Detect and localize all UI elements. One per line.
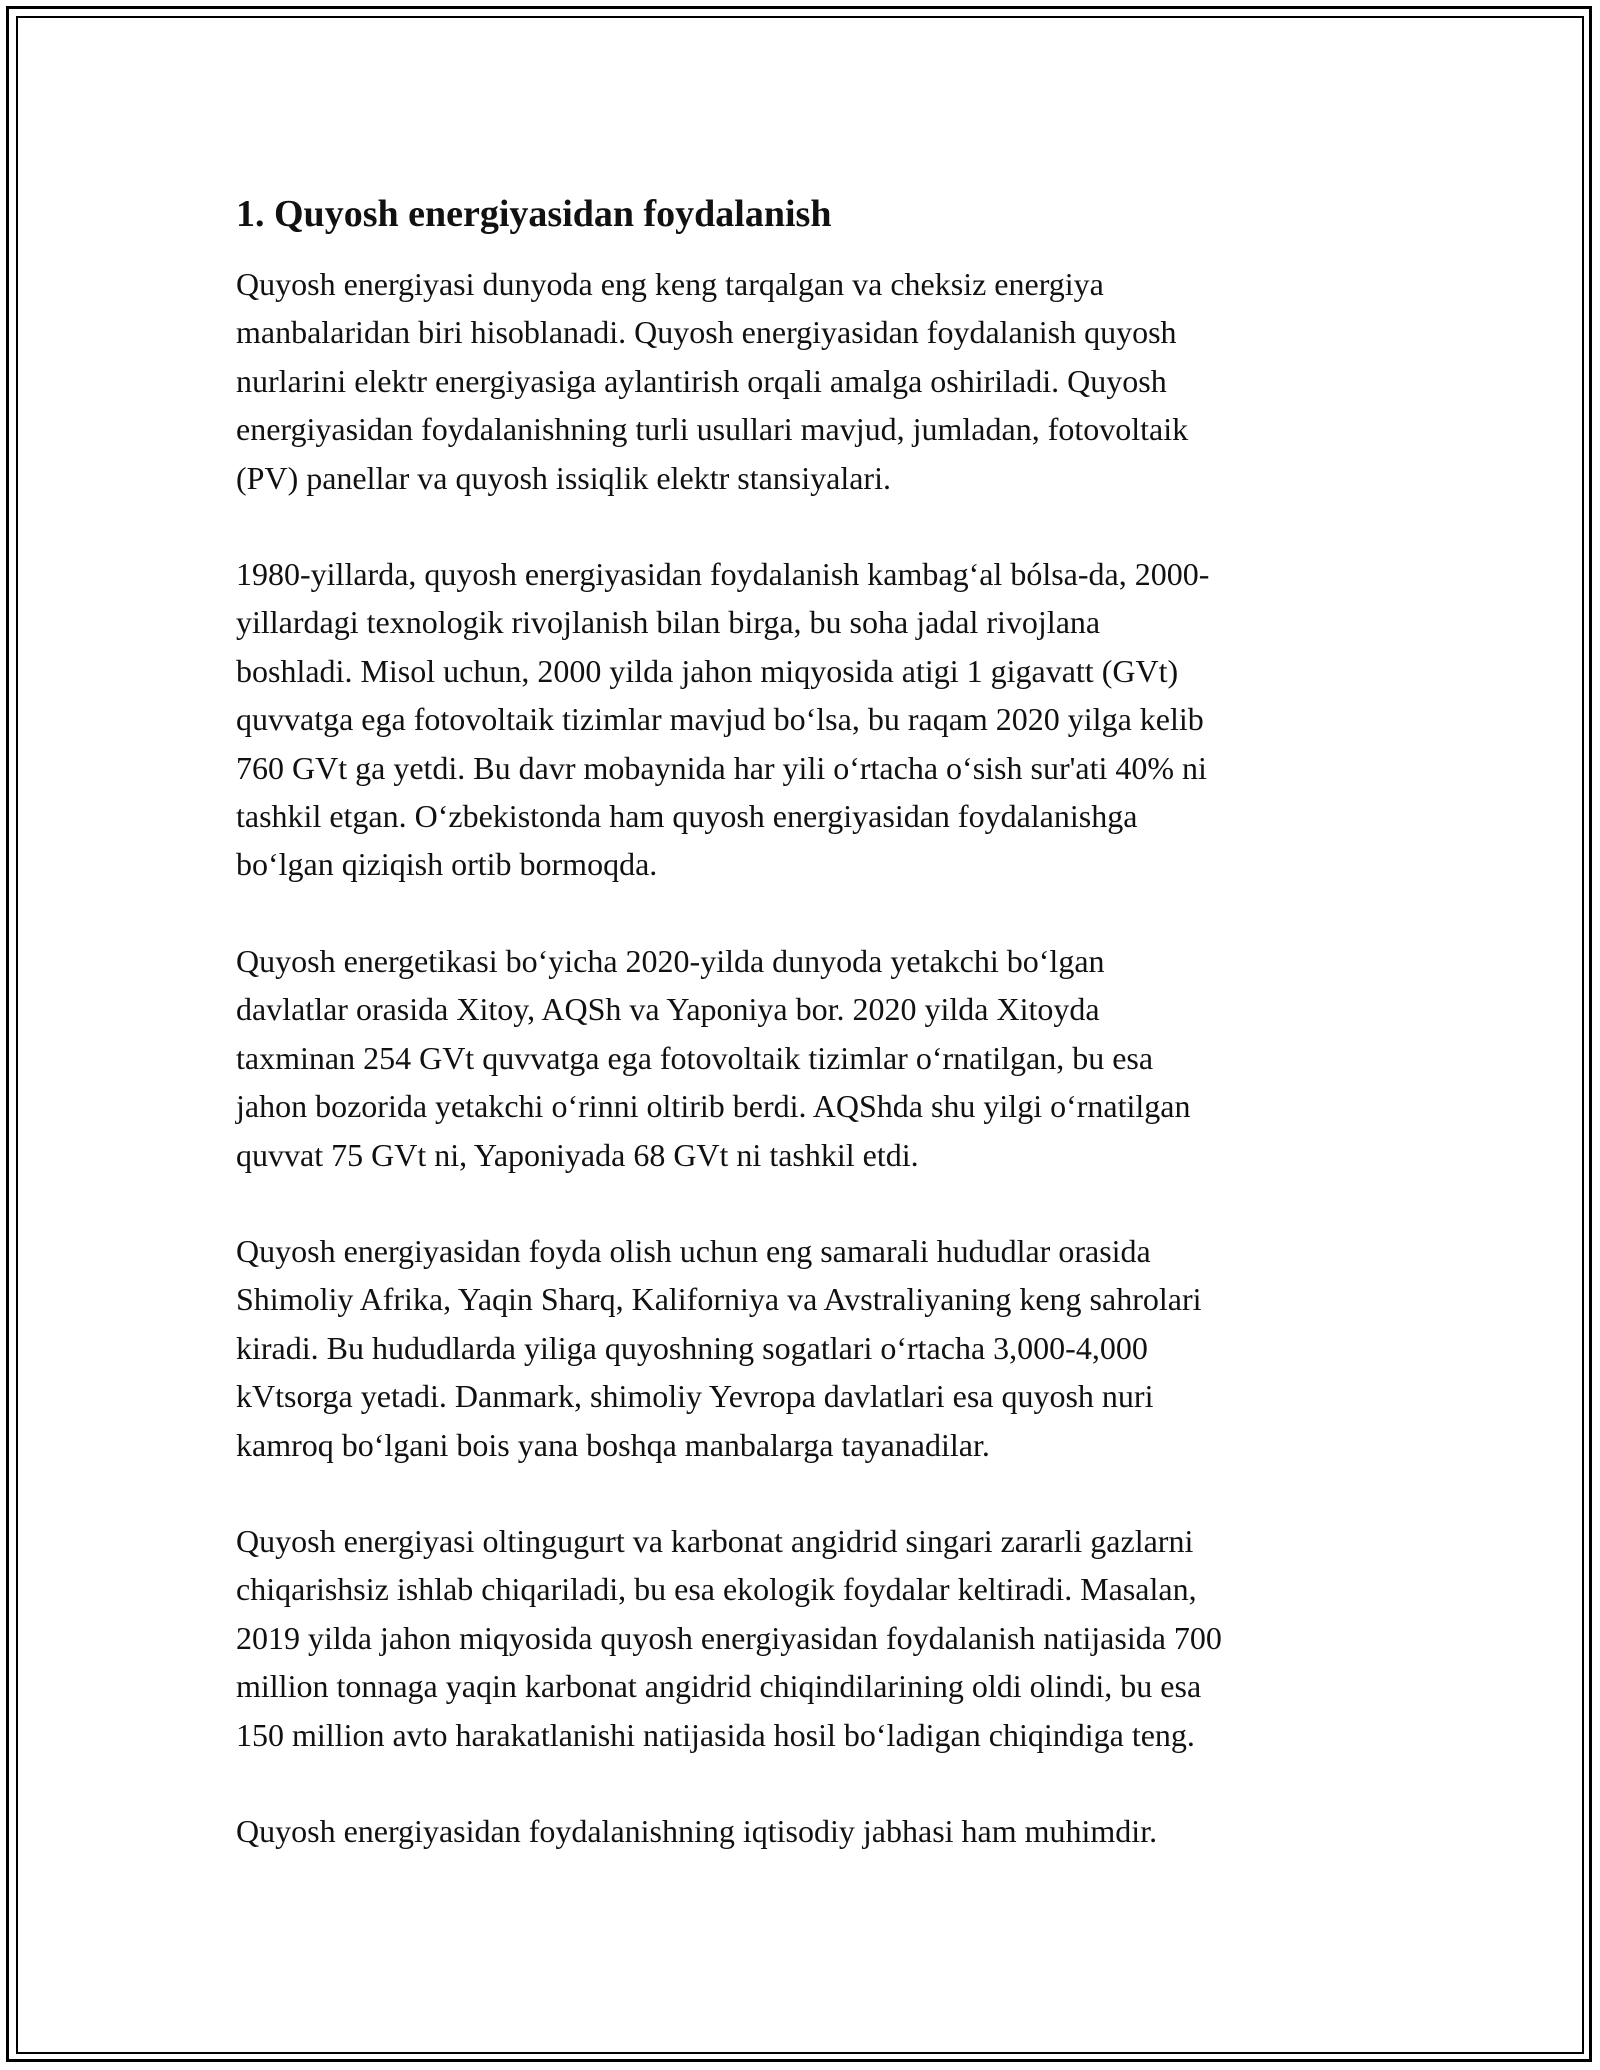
paragraph-history: 1980-yillarda, quyosh energiyasidan foydalanish kambag‘al bólsa-da, 2000- yillardagi texnologik rivojlanish bilan birga, bu soha jadal rivojlana boshladi. Misol uchun, 2000 yilda jahon miqyosida atigi 1 gigavatt (GVt) quvvatga ega fotovoltaik tizimlar mavjud bo‘lsa, bu raqam 2020 yilga kelib 760 GVt ga yetdi. Bu davr mobaynida har yili o‘rtacha o‘sish sur'ati 40% ni tashkil etgan. O‘zbekistonda ham quyosh energiyasidan foydalanishga bo‘lgan qiziqish ortib bormoqda. <box>236 556 1210 883</box>
document-body <box>236 190 1376 1855</box>
paragraph-economy: Quyosh energiyasidan foydalanishning iqtisodiy jabhasi ham muhimdir. <box>236 1812 1158 1849</box>
section-title: 1. Quyosh energiyasidan foydalanish <box>236 193 832 235</box>
paragraph-leading-countries: Quyosh energetikasi bo‘yicha 2020-yilda dunyoda yetakchi bo‘lgan davlatlar orasida Xitoy, AQSh va Yaponiya bor. 2020 yilda Xitoyda taxminan 254 GVt quvvatga ega fotovoltaik tizimlar o‘rnatilgan, bu esa jahon bozorida yetakchi o‘rinni oltirib berdi. AQShda shu yilgi o‘rnatilgan quvvat 75 GVt ni, Yaponiyada 68 GVt ni tashkil etdi. <box>236 942 1191 1173</box>
paragraph-intro: Quyosh energiyasi dunyoda eng keng tarqalgan va cheksiz energiya manbalaridan biri hisoblanadi. Quyosh energiyasidan foydalanish quyosh nurlarini elektr energiyasiga aylantirish orqali amalga oshiriladi. Quyosh energiyasidan foydalanishning turli usullari mavjud, jumladan, fotovoltaik (PV) panellar va quyosh issiqlik elektr stansiyalari. <box>236 266 1189 496</box>
paragraph-ecology: Quyosh energiyasi oltingugurt va karbonat angidrid singari zararli gazlarni chiqarishsiz ishlab chiqariladi, bu esa ekologik foydalar keltiradi. Masalan, 2019 yilda jahon miqyosida quyosh energiyasidan foydalanish natijasida 700 million tonnaga yaqin karbonat angidrid chiqindilarining oldi olindi, bu esa 150 million avto harakatlanishi natijasida hosil bo‘ladigan chiqindiga teng. <box>236 1522 1222 1753</box>
paragraph-regions: Quyosh energiyasidan foyda olish uchun eng samarali hududlar orasida Shimoliy Afrika, Yaqin Sharq, Kaliforniya va Avstraliyaning keng sahrolari kiradi. Bu hududlarda yiliga quyoshning sogatlari o‘rtacha 3,000-4,000 kVtsorga yetadi. Danmark, shimoliy Yevropa davlatlari esa quyosh nuri kamroq bo‘lgani bois yana boshqa manbalarga tayanadilar. <box>236 1232 1202 1463</box>
